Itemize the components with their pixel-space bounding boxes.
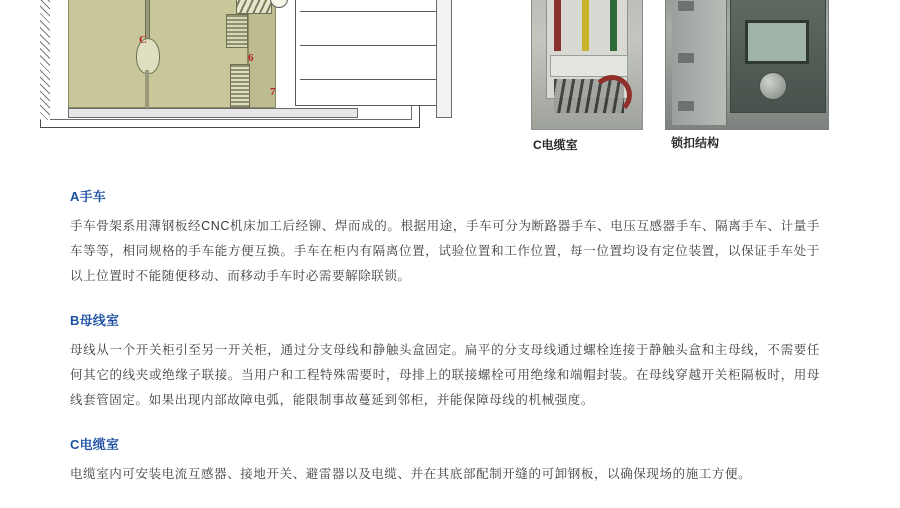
photo-lock-panel	[730, 0, 826, 113]
drawing-label-6: 6	[248, 52, 254, 64]
photo-inspection-window	[745, 20, 809, 64]
photo-cabinet-door	[672, 0, 727, 125]
figures-area	[0, 0, 900, 160]
photo-busbar-green	[610, 0, 617, 51]
cable-compartment-photo	[531, 0, 643, 130]
switchgear-technical-drawing	[40, 0, 470, 134]
section-c-title: C电缆室	[70, 437, 120, 452]
section-c-cable-room	[70, 434, 820, 487]
photo-hinge-mid	[678, 53, 694, 63]
drawing-coil-lower	[230, 64, 250, 108]
section-c-body: 电缆室内可安装电流互感器、接地开关、避雷器以及电缆、并在其底部配制开缝的可卸钢板，以确保现场的施工方便。	[70, 467, 752, 481]
photo-red-cable-loop	[592, 75, 632, 115]
caption-cable-compartment: C电缆室	[533, 138, 578, 152]
section-a-handcart	[70, 186, 820, 289]
drawing-stem	[145, 70, 149, 110]
section-a-title: A手车	[70, 189, 106, 204]
drawing-hatch-left	[40, 0, 50, 120]
section-b-busbar-room	[70, 310, 820, 413]
drawing-right-edge	[436, 0, 452, 118]
article-content	[70, 186, 820, 508]
photo-hinge-top	[678, 1, 694, 11]
photo-mounting-plate	[550, 55, 628, 77]
drawing-spring	[236, 0, 272, 14]
drawing-label-7: 7	[270, 86, 276, 98]
photo-hinge-bottom	[678, 101, 694, 111]
drawing-coil-upper	[226, 14, 248, 48]
drawing-base-bar	[68, 108, 358, 118]
section-b-title: B母线室	[70, 313, 120, 328]
drawing-right-block	[295, 0, 445, 106]
caption-lock-structure: 锁扣结构	[671, 136, 720, 150]
photo-busbar-yellow	[582, 0, 589, 51]
section-a-body: 手车骨架系用薄钢板经CNC机床加工后经铆、焊而成的。根据用途，手车可分为断路器手车、电压互感器手车、隔离手车、计量手车等等，相同规格的手车能方便互换。手车在柜内有隔离位置，试验位置和工作位置，每一位置均设有定位装置，以保证手车处于以上位置时不能随便移动、而移动手车时必需要解除联锁。	[70, 219, 820, 283]
photo-busbar-red	[554, 0, 561, 51]
photo-lock-knob	[759, 72, 787, 100]
section-b-body: 母线从一个开关柜引至另一开关柜，通过分支母线和静触头盒固定。扁平的分支母线通过螺栓连接于静触头盒和主母线，不需要任何其它的线夹或绝缘子联接。当用户和工程特殊需要时，母排上的联接螺栓可用绝缘和端帽封装。在母线穿越开关柜隔板时，用母线套管固定。如果出现内部故障电弧，能限制事故蔓延到邻柜，并能保障母线的机械强度。	[70, 343, 820, 407]
lock-structure-photo	[665, 0, 829, 130]
drawing-label-c: C	[139, 34, 147, 46]
